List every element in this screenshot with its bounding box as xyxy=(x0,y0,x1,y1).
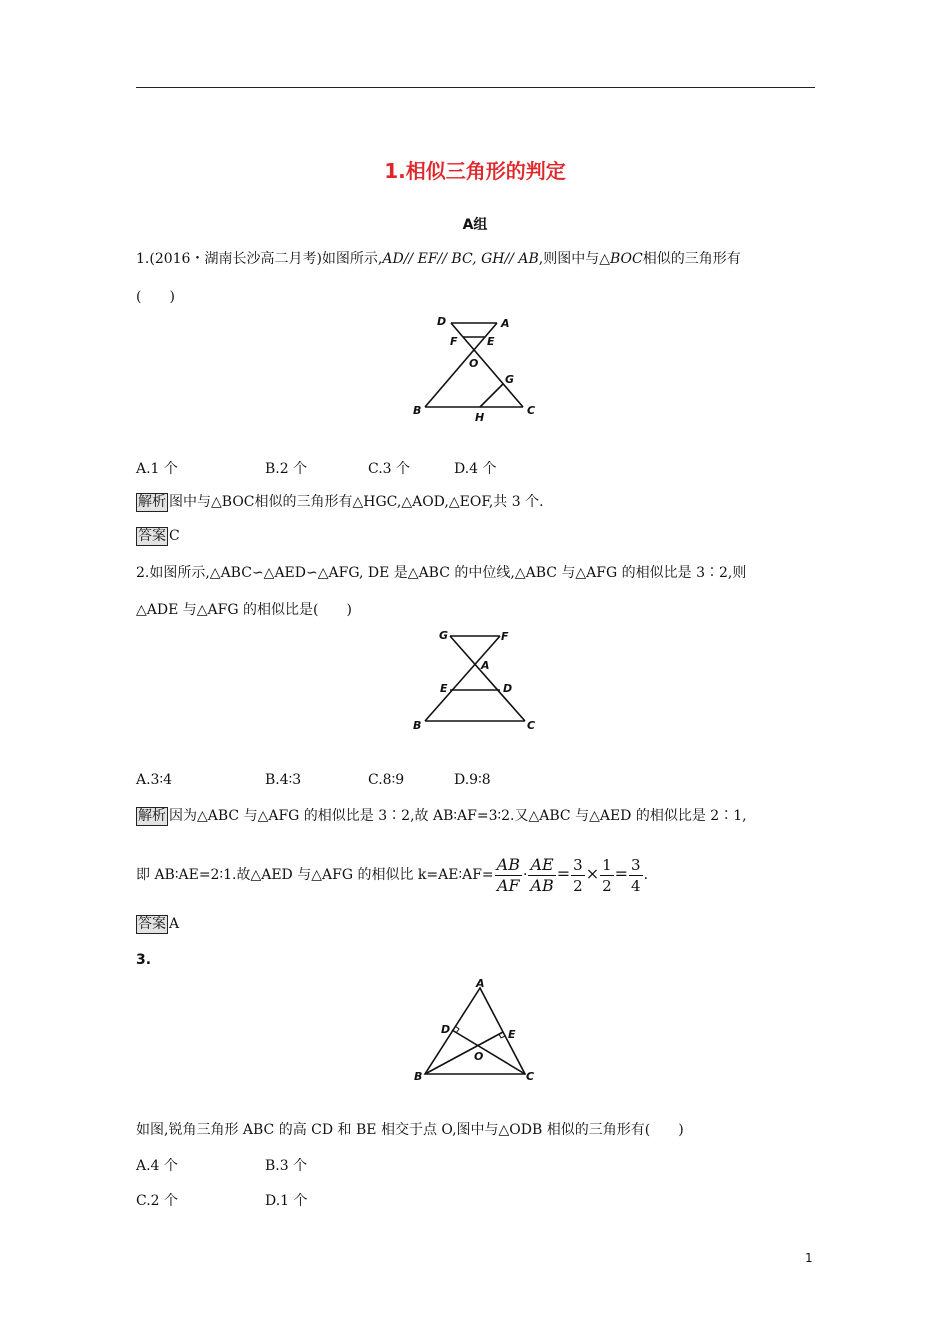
page-title: 1.相似三角形的判定 xyxy=(384,159,566,183)
q2-answer-tag: 答案 xyxy=(138,916,166,932)
q2-stem-line2: △ADE 与△AFG 的相似比是( ) xyxy=(136,602,352,618)
group-heading: A组 xyxy=(462,217,488,233)
q2-option-a: A.3∶4 xyxy=(136,772,173,788)
q2-answer: 答案 A xyxy=(138,916,180,932)
q2-label-a: A xyxy=(481,659,490,672)
q1-option-d: D.4 个 xyxy=(454,461,497,477)
q2-label-b: B xyxy=(413,719,422,732)
q3-label-a: A xyxy=(476,977,485,990)
q1-label-d: D xyxy=(437,315,447,328)
q1-figure xyxy=(405,308,555,428)
q1-analysis: 解析 图中与△BOC相似的三角形有△HGC,△AOD,△EOF,共 3 个. xyxy=(138,494,544,510)
q3-option-b: B.3 个 xyxy=(265,1158,308,1174)
page-number: 1 xyxy=(805,1251,813,1265)
q2-analysis-line1: 解析 因为△ABC 与△AFG 的相似比是 3∶2,故 AB∶AF=3∶2.又△ABC 与△AED 的相似比是 2∶1, xyxy=(138,808,747,824)
q3-number: 3. xyxy=(136,952,152,968)
q1-option-b: B.2 个 xyxy=(265,461,308,477)
q2-analysis-line2: 即 AB∶AE=2∶1.故△AED 与△AFG 的相似比 k=AE∶AF= $\frac{AB}{AF}$ · $\frac{AE}{AB}$ = $\frac{3}{2}$ × $\frac{1}{2}$ = $\frac{3}{4}$ . xyxy=(136,854,649,895)
q3-figure xyxy=(405,970,555,1090)
q1-paren: ( ) xyxy=(136,289,175,305)
frac-ae-ab: $\frac{AE}{AB}$ xyxy=(530,854,554,895)
q1-label-b: B xyxy=(413,404,422,417)
header-rule xyxy=(136,87,815,88)
q1-label-h: H xyxy=(475,411,485,424)
q3-stem: 如图,锐角三角形 ABC 的高 CD 和 BE 相交于点 O,图中与△ODB 相似的三角形有( ) xyxy=(136,1122,684,1138)
q2-option-c: C.8∶9 xyxy=(368,772,405,788)
frac-1-2: $\frac{1}{2}$ xyxy=(602,855,612,895)
q2-label-d: D xyxy=(503,682,513,695)
q2-option-b: B.4∶3 xyxy=(265,772,302,788)
q3-label-c: C xyxy=(526,1070,535,1083)
q2-analysis-tag: 解析 xyxy=(138,808,166,824)
q1-answer: 答案 C xyxy=(138,528,180,544)
q2-label-e: E xyxy=(440,682,448,695)
q2-stem-line1: 2.如图所示,△ABC∽△AED∽△AFG, DE 是△ABC 的中位线,△ABC 与△AFG 的相似比是 3∶2,则 xyxy=(136,565,747,581)
q3-label-o: O xyxy=(474,1050,484,1063)
frac-ab-af: $\frac{AB}{AF}$ xyxy=(496,854,520,895)
q1-answer-tag: 答案 xyxy=(138,528,166,544)
q1-option-c: C.3 个 xyxy=(368,461,411,477)
q1-stem: 1.(2016・湖南长沙高二月考)如图所示,AD// EF// BC, GH// AB,则图中与△BOC相似的三角形有 xyxy=(136,251,741,267)
q1-label-e: E xyxy=(487,335,495,348)
q1-analysis-tag: 解析 xyxy=(138,494,166,510)
q2-option-d: D.9∶8 xyxy=(454,772,491,788)
q2-figure xyxy=(405,622,555,737)
q3-label-e: E xyxy=(508,1028,516,1041)
q3-option-a: A.4 个 xyxy=(136,1158,178,1174)
q3-option-c: C.2 个 xyxy=(136,1193,179,1209)
q2-label-f: F xyxy=(501,630,509,643)
q1-label-c: C xyxy=(527,404,536,417)
frac-3-4: $\frac{3}{4}$ xyxy=(631,855,641,895)
q1-option-a: A.1 个 xyxy=(136,461,178,477)
q1-label-o: O xyxy=(469,357,479,370)
q2-label-c: C xyxy=(527,719,536,732)
q1-label-a: A xyxy=(501,317,510,330)
q1-label-f: F xyxy=(450,335,458,348)
q3-option-d: D.1 个 xyxy=(265,1193,308,1209)
q2-label-g: G xyxy=(439,629,449,642)
q1-label-g: G xyxy=(505,373,515,386)
q3-label-b: B xyxy=(414,1070,423,1083)
frac-3-2: $\frac{3}{2}$ xyxy=(573,855,583,895)
q3-label-d: D xyxy=(441,1023,451,1036)
